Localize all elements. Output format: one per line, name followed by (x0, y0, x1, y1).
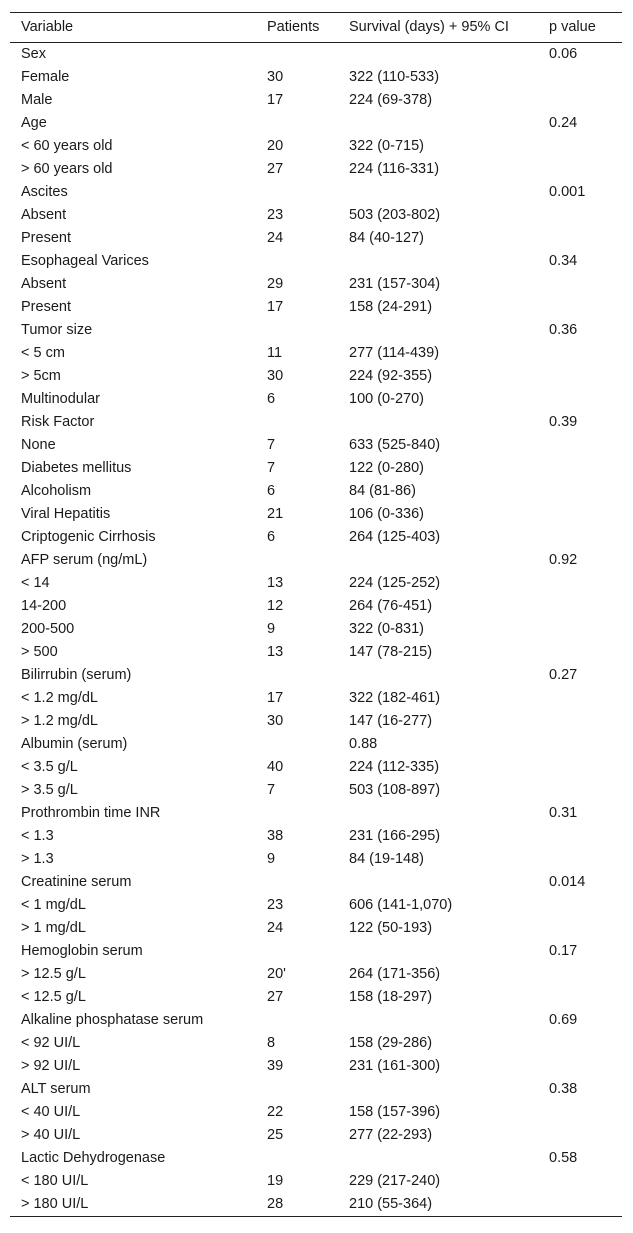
cell-p-value (538, 273, 622, 296)
table-row (10, 1101, 622, 1124)
cell-survival: 158 (24-291) (349, 299, 433, 315)
cell-patients (256, 549, 338, 572)
cell-p-value (538, 342, 622, 365)
cell-patients: 19 (267, 1173, 284, 1189)
cell-variable: Criptogenic Cirrhosis (21, 529, 156, 545)
table-row (10, 112, 622, 135)
cell-p-value (538, 66, 622, 89)
cell-patients: 24 (267, 920, 284, 936)
cell-survival: 84 (19-148) (349, 851, 424, 867)
cell-variable: Bilirrubin (serum) (21, 667, 132, 683)
cell-variable: Absent (21, 276, 67, 292)
table-row (10, 917, 622, 940)
cell-survival: 147 (78-215) (349, 644, 433, 660)
cell-variable: > 1 mg/dL (21, 920, 86, 936)
cell-variable: 14-200 (21, 598, 67, 614)
cell-p-value: 0.06 (549, 46, 578, 62)
cell-variable: Tumor size (21, 322, 93, 338)
cell-survival (338, 1009, 538, 1032)
table-row (10, 1009, 622, 1032)
cell-patients (256, 733, 338, 756)
cell-p-value (538, 365, 622, 388)
cell-p-value (538, 89, 622, 112)
cell-patients: 20' (267, 966, 286, 982)
cell-p-value (538, 434, 622, 457)
table-row (10, 802, 622, 825)
table-row (10, 503, 622, 526)
cell-patients (256, 664, 338, 687)
cell-variable: Creatinine serum (21, 874, 132, 890)
cell-survival: 231 (166-295) (349, 828, 441, 844)
cell-survival: 322 (182-461) (349, 690, 441, 706)
table-row (10, 227, 622, 250)
cell-patients: 28 (267, 1196, 284, 1212)
cell-p-value: 0.58 (549, 1150, 578, 1166)
cell-survival: 158 (29-286) (349, 1035, 433, 1051)
cell-p-value (538, 1055, 622, 1078)
cell-survival: 633 (525-840) (349, 437, 441, 453)
cell-p-value (538, 1170, 622, 1193)
cell-p-value (538, 227, 622, 250)
cell-variable: None (21, 437, 56, 453)
table-row (10, 1032, 622, 1055)
header-survival: Survival (days) + 95% CI (349, 19, 509, 35)
cell-p-value: 0.27 (549, 667, 578, 683)
table-row (10, 204, 622, 227)
cell-p-value: 0.24 (549, 115, 578, 131)
cell-variable: Present (21, 230, 71, 246)
cell-survival: 158 (18-297) (349, 989, 433, 1005)
cell-p-value (538, 963, 622, 986)
table-row (10, 181, 622, 204)
cell-p-value (538, 825, 622, 848)
cell-survival: 158 (157-396) (349, 1104, 441, 1120)
cell-survival: 224 (125-252) (349, 575, 441, 591)
table-row (10, 250, 622, 273)
table-row (10, 687, 622, 710)
cell-patients (256, 112, 338, 135)
cell-patients: 23 (267, 897, 284, 913)
cell-survival: 224 (112-335) (349, 759, 440, 775)
cell-survival: 264 (125-403) (349, 529, 441, 545)
cell-patients (256, 871, 338, 894)
cell-variable: Albumin (serum) (21, 736, 128, 752)
table-row (10, 457, 622, 480)
cell-survival: 231 (157-304) (349, 276, 441, 292)
cell-patients (256, 411, 338, 434)
cell-p-value: 0.36 (549, 322, 578, 338)
table-row (10, 1170, 622, 1193)
cell-survival: 606 (141-1,070) (349, 897, 453, 913)
header-patients: Patients (267, 19, 320, 35)
table-row (10, 595, 622, 618)
cell-p-value (538, 1124, 622, 1147)
cell-patients: 7 (267, 437, 276, 453)
cell-patients: 9 (267, 621, 276, 637)
cell-variable: > 60 years old (21, 161, 113, 177)
table-row (10, 986, 622, 1009)
cell-variable: > 3.5 g/L (21, 782, 78, 798)
cell-survival: 264 (76-451) (349, 598, 433, 614)
table-row (10, 825, 622, 848)
cell-p-value: 0.38 (549, 1081, 578, 1097)
cell-variable: > 40 UI/L (21, 1127, 81, 1143)
cell-patients: 7 (267, 782, 276, 798)
cell-survival: 122 (50-193) (349, 920, 433, 936)
cell-survival: 503 (108-897) (349, 782, 441, 798)
cell-patients: 39 (267, 1058, 284, 1074)
table-row (10, 319, 622, 342)
cell-patients: 17 (267, 92, 284, 108)
cell-p-value (538, 526, 622, 549)
cell-patients: 27 (267, 161, 284, 177)
cell-variable: < 1.2 mg/dL (21, 690, 98, 706)
cell-patients: 17 (267, 299, 284, 315)
cell-p-value (538, 1193, 622, 1217)
cell-patients: 7 (267, 460, 276, 476)
cell-survival: 224 (116-331) (349, 161, 440, 177)
cell-survival: 277 (114-439) (349, 345, 440, 361)
cell-p-value (538, 641, 622, 664)
cell-patients: 11 (267, 345, 283, 361)
cell-survival: 147 (16-277) (349, 713, 433, 729)
cell-survival: 210 (55-364) (349, 1196, 433, 1212)
cell-patients (256, 802, 338, 825)
table-row (10, 1193, 622, 1217)
cell-survival (338, 112, 538, 135)
cell-p-value: 0.31 (549, 805, 578, 821)
cell-variable: > 1.2 mg/dL (21, 713, 98, 729)
cell-patients (256, 1078, 338, 1101)
cell-p-value (538, 503, 622, 526)
table-body (10, 43, 622, 1217)
table-row (10, 158, 622, 181)
cell-variable: < 3.5 g/L (21, 759, 78, 775)
table-row (10, 1055, 622, 1078)
cell-variable: Female (21, 69, 70, 85)
cell-survival: 0.88 (349, 736, 378, 752)
cell-patients: 40 (267, 759, 284, 775)
cell-p-value (538, 1101, 622, 1124)
table-row (10, 434, 622, 457)
cell-p-value (538, 618, 622, 641)
cell-variable: > 5cm (21, 368, 61, 384)
table-row (10, 756, 622, 779)
cell-p-value (538, 296, 622, 319)
cell-variable: AFP serum (ng/mL) (21, 552, 148, 568)
table-header-row (10, 13, 622, 43)
cell-variable: < 1 mg/dL (21, 897, 86, 913)
table-row (10, 963, 622, 986)
cell-p-value (538, 204, 622, 227)
cell-survival (338, 181, 538, 204)
cell-variable: Hemoglobin serum (21, 943, 143, 959)
cell-p-value: 0.34 (549, 253, 578, 269)
table-row (10, 1078, 622, 1101)
cell-variable: > 500 (21, 644, 58, 660)
cell-p-value (538, 894, 622, 917)
table-row (10, 940, 622, 963)
table-row (10, 572, 622, 595)
cell-patients (256, 250, 338, 273)
table-row (10, 894, 622, 917)
table-row (10, 779, 622, 802)
cell-p-value (538, 848, 622, 871)
cell-survival: 322 (0-831) (349, 621, 424, 637)
cell-survival (338, 43, 538, 67)
cell-variable: > 92 UI/L (21, 1058, 81, 1074)
cell-survival (338, 319, 538, 342)
cell-p-value (538, 457, 622, 480)
table-row (10, 66, 622, 89)
cell-survival: 100 (0-270) (349, 391, 424, 407)
cell-patients: 29 (267, 276, 284, 292)
table-row (10, 480, 622, 503)
cell-survival: 322 (0-715) (349, 138, 424, 154)
cell-p-value (538, 986, 622, 1009)
cell-patients: 23 (267, 207, 284, 223)
cell-p-value (538, 917, 622, 940)
survival-table-container (10, 12, 622, 1217)
cell-variable: Esophageal Varices (21, 253, 149, 269)
cell-patients: 6 (267, 483, 276, 499)
cell-patients: 20 (267, 138, 284, 154)
cell-patients: 27 (267, 989, 284, 1005)
cell-variable: Alkaline phosphatase serum (21, 1012, 204, 1028)
cell-variable: ALT serum (21, 1081, 91, 1097)
cell-p-value (538, 779, 622, 802)
cell-variable: < 180 UI/L (21, 1173, 89, 1189)
cell-variable: Alcoholism (21, 483, 92, 499)
table-row (10, 342, 622, 365)
cell-patients: 22 (267, 1104, 284, 1120)
header-p-value: p value (549, 19, 596, 35)
cell-p-value (538, 388, 622, 411)
cell-variable: < 1.3 (21, 828, 54, 844)
table-row (10, 411, 622, 434)
table-row (10, 1147, 622, 1170)
cell-patients: 38 (267, 828, 284, 844)
cell-survival: 277 (22-293) (349, 1127, 433, 1143)
cell-variable: < 5 cm (21, 345, 65, 361)
cell-variable: Male (21, 92, 53, 108)
cell-p-value (538, 572, 622, 595)
table-row (10, 89, 622, 112)
cell-variable: Absent (21, 207, 67, 223)
cell-patients (256, 1147, 338, 1170)
cell-patients: 17 (267, 690, 284, 706)
cell-p-value: 0.014 (549, 874, 586, 890)
cell-survival: 231 (161-300) (349, 1058, 441, 1074)
cell-variable: Multinodular (21, 391, 100, 407)
cell-p-value (538, 595, 622, 618)
cell-p-value: 0.69 (549, 1012, 578, 1028)
header-variable: Variable (21, 19, 74, 35)
cell-variable: < 92 UI/L (21, 1035, 81, 1051)
cell-variable: Sex (21, 46, 46, 62)
cell-variable: Prothrombin time INR (21, 805, 161, 821)
table-row (10, 296, 622, 319)
cell-survival: 503 (203-802) (349, 207, 441, 223)
table-row (10, 388, 622, 411)
cell-patients: 12 (267, 598, 284, 614)
cell-survival: 224 (69-378) (349, 92, 433, 108)
cell-variable: > 1.3 (21, 851, 54, 867)
table-row (10, 135, 622, 158)
cell-patients (256, 319, 338, 342)
table-row (10, 618, 622, 641)
cell-survival: 122 (0-280) (349, 460, 424, 476)
cell-variable: < 60 years old (21, 138, 113, 154)
table-row (10, 1124, 622, 1147)
cell-survival (338, 802, 538, 825)
cell-survival: 224 (92-355) (349, 368, 433, 384)
cell-survival: 264 (171-356) (349, 966, 441, 982)
table-row (10, 848, 622, 871)
cell-p-value: 0.17 (549, 943, 578, 959)
cell-variable: > 12.5 g/L (21, 966, 86, 982)
cell-survival: 229 (217-240) (349, 1173, 441, 1189)
table-row (10, 365, 622, 388)
cell-variable: Diabetes mellitus (21, 460, 132, 476)
cell-survival (338, 250, 538, 273)
cell-survival: 84 (81-86) (349, 483, 416, 499)
cell-p-value: 0.92 (549, 552, 578, 568)
cell-p-value (538, 756, 622, 779)
cell-p-value (538, 710, 622, 733)
cell-p-value: 0.39 (549, 414, 578, 430)
cell-survival (338, 549, 538, 572)
survival-table (10, 12, 622, 1217)
cell-patients (256, 940, 338, 963)
cell-variable: Lactic Dehydrogenase (21, 1150, 166, 1166)
cell-patients: 6 (267, 529, 276, 545)
cell-patients: 25 (267, 1127, 284, 1143)
table-row (10, 664, 622, 687)
table-row (10, 43, 622, 67)
cell-p-value (538, 158, 622, 181)
cell-survival: 106 (0-336) (349, 506, 424, 522)
cell-p-value (538, 480, 622, 503)
cell-patients (256, 43, 338, 67)
cell-survival (338, 411, 538, 434)
table-row (10, 733, 622, 756)
cell-p-value (538, 135, 622, 158)
table-row (10, 526, 622, 549)
cell-variable: < 12.5 g/L (21, 989, 86, 1005)
cell-patients: 8 (267, 1035, 276, 1051)
table-row (10, 641, 622, 664)
cell-patients: 24 (267, 230, 284, 246)
cell-survival (338, 940, 538, 963)
cell-patients: 13 (267, 575, 284, 591)
cell-p-value (538, 687, 622, 710)
cell-variable: < 14 (21, 575, 50, 591)
cell-survival: 84 (40-127) (349, 230, 424, 246)
table-row (10, 871, 622, 894)
cell-variable: 200-500 (21, 621, 75, 637)
cell-variable: Viral Hepatitis (21, 506, 111, 522)
cell-variable: Age (21, 115, 47, 131)
table-row (10, 710, 622, 733)
cell-patients: 30 (267, 69, 284, 85)
cell-patients: 30 (267, 368, 284, 384)
table-row (10, 549, 622, 572)
cell-patients: 13 (267, 644, 284, 660)
cell-survival: 322 (110-533) (349, 69, 440, 85)
cell-variable: < 40 UI/L (21, 1104, 81, 1120)
cell-patients: 21 (267, 506, 284, 522)
cell-variable: Present (21, 299, 71, 315)
cell-patients: 30 (267, 713, 284, 729)
cell-patients (256, 1009, 338, 1032)
cell-variable: Risk Factor (21, 414, 95, 430)
cell-p-value (538, 1032, 622, 1055)
cell-variable: > 180 UI/L (21, 1196, 89, 1212)
cell-survival (338, 664, 538, 687)
cell-p-value: 0.001 (549, 184, 586, 200)
cell-p-value (538, 733, 622, 756)
cell-survival (338, 871, 538, 894)
cell-survival (338, 1147, 538, 1170)
cell-survival (338, 1078, 538, 1101)
table-row (10, 273, 622, 296)
cell-patients: 9 (267, 851, 276, 867)
cell-variable: Ascites (21, 184, 68, 200)
cell-patients: 6 (267, 391, 276, 407)
cell-patients (256, 181, 338, 204)
